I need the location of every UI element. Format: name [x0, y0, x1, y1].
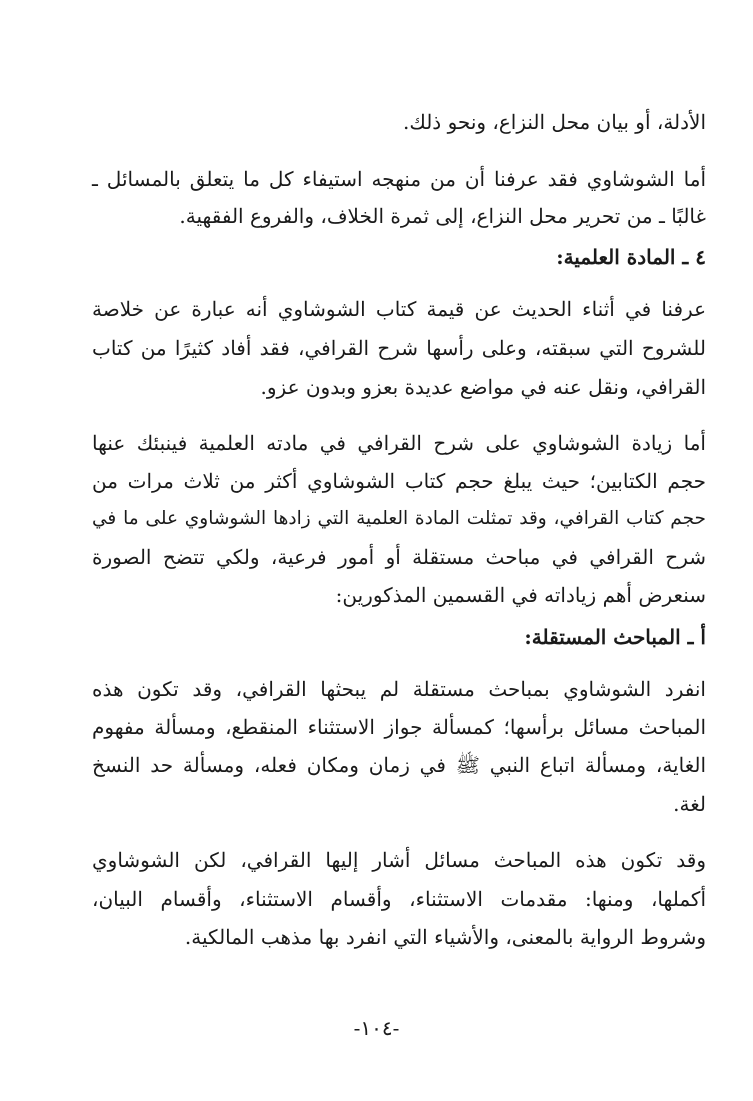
- text-line: لغة.: [673, 792, 706, 816]
- text-line: حجم الكتابين؛ حيث يبلغ حجم كتاب الشوشاوي أكثر من ثلاث مرات من: [92, 469, 706, 493]
- text-line: للشروح التي سبقته، وعلى رأسها شرح القرافي، فقد أفاد كثيرًا من كتاب: [92, 336, 706, 360]
- text-line: عرفنا في أثناء الحديث عن قيمة كتاب الشوشاوي أنه عبارة عن خلاصة: [92, 297, 706, 321]
- text-line: الأدلة، أو بيان محل النزاع، ونحو ذلك.: [403, 110, 706, 134]
- text-line: وقد تكون هذه المباحث مسائل أشار إليها القرافي، لكن الشوشاوي: [92, 848, 706, 872]
- text-line: الغاية، ومسألة اتباع النبي ﷺ في زمان ومكان فعله، ومسألة حد النسخ: [92, 753, 706, 777]
- text-line: غالبًا ـ من تحرير محل النزاع، إلى ثمرة الخلاف، والفروع الفقهية.: [179, 204, 706, 228]
- text-line: وشروط الرواية بالمعنى، والأشياء التي انفرد بها مذهب المالكية.: [184, 925, 706, 949]
- page-number: -١٠٤-: [353, 1016, 400, 1040]
- text-line: انفرد الشوشاوي بمباحث مستقلة لم يبحثها القرافي، وقد تكون هذه: [92, 677, 706, 701]
- subsection-heading: أ ـ المباحث المستقلة:: [524, 625, 706, 649]
- text-line: شرح القرافي في مباحث مستقلة أو أمور فرعية، ولكي تتضح الصورة: [92, 545, 706, 569]
- text-line: حجم كتاب القرافي، وقد تمثلت المادة العلمية التي زادها الشوشاوي على ما في: [92, 508, 706, 529]
- text-line: المباحث مسائل برأسها؛ كمسألة جواز الاستثناء المنقطع، ومسألة مفهوم: [92, 715, 706, 739]
- text-line: أما زيادة الشوشاوي على شرح القرافي في مادته العلمية فينبئك عنها: [92, 431, 706, 455]
- text-line: سنعرض أهم زياداته في القسمين المذكورين:: [335, 583, 706, 607]
- section-heading: ٤ ـ المادة العلمية:: [556, 245, 706, 269]
- text-line: أكملها، ومنها: مقدمات الاستثناء، وأقسام الاستثناء، وأقسام البيان،: [92, 887, 706, 911]
- text-line: القرافي، ونقل عنه في مواضع عديدة بعزو وبدون عزو.: [260, 375, 706, 399]
- text-line: أما الشوشاوي فقد عرفنا أن من منهجه استيفاء كل ما يتعلق بالمسائل ـ: [92, 167, 706, 191]
